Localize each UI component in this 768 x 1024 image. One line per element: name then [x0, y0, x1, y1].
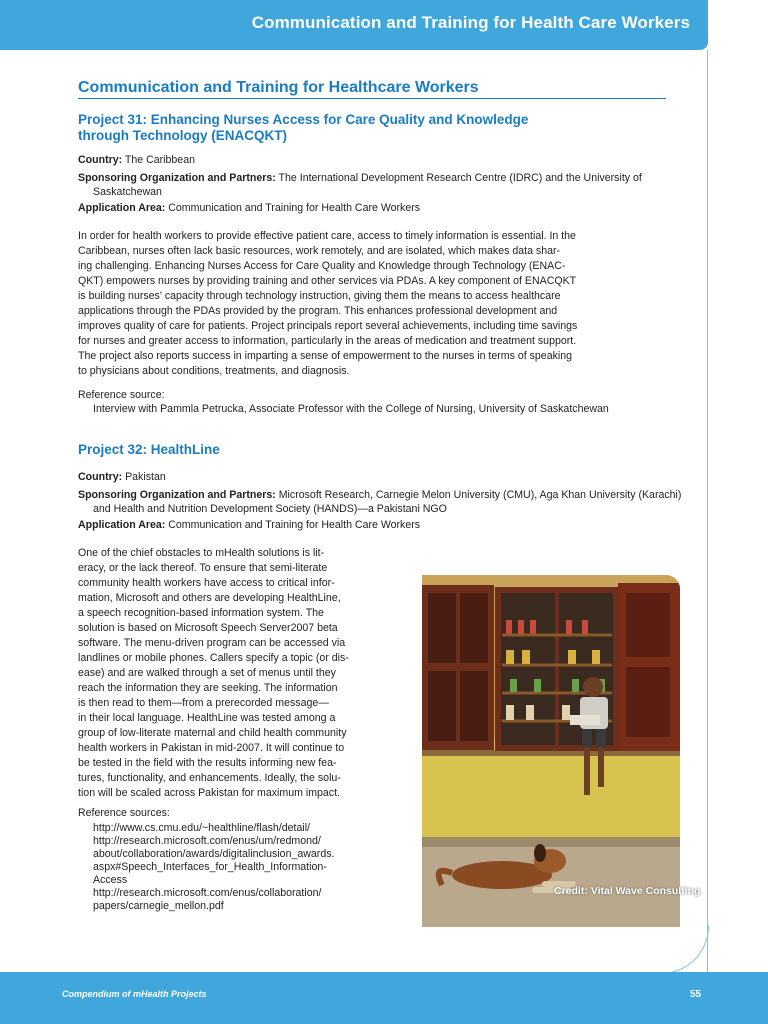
project-31-ref-label: Reference source: [78, 389, 165, 401]
header-bar [0, 0, 708, 50]
header-title: Communication and Training for Health Care Workers [251, 13, 690, 32]
body-line: a speech recognition-based information system. The [78, 607, 324, 619]
body-line: in their local language. HealthLine was tested among a [78, 712, 336, 724]
body-line: The project also reports success in imparting a sense of empowerment to the nurses in terms of speaking [78, 350, 573, 362]
body-line: for nurses and greater access to information, particularly in the areas of medication and treatment support. [78, 335, 577, 347]
body-line: health workers in Pakistan in mid-2007. It will continue to [78, 742, 345, 754]
body-line: group of low-literate maternal and child health community [78, 727, 347, 739]
body-line: applications through the PDAs provided by the program. This enhances professional development and [78, 305, 558, 317]
reference-link[interactable]: Access [93, 874, 128, 886]
body-line: Caribbean, nurses often lack basic resources, work remotely, and are isolated, which makes data shar- [78, 245, 561, 257]
body-line: QKT) empowers nurses by providing training and other services via PDAs. A key component of ENACQKT [78, 275, 577, 287]
body-line: landlines or mobile phones. Callers specify a topic (or dis- [78, 652, 349, 664]
body-line: mation, Microsoft and others are developing HealthLine, [78, 592, 341, 604]
shop-photo-art [422, 575, 680, 927]
project-31-title-line: through Technology (ENACQKT) [78, 128, 287, 143]
body-line: is building nurses' capacity through technology instruction, giving them the means to access healthcare [78, 290, 561, 302]
reference-link[interactable]: http://research.microsoft.com/enus/collaboration/ [93, 887, 322, 899]
area-label: Application Area: [78, 202, 166, 214]
body-line: One of the chief obstacles to mHealth solutions is lit- [78, 547, 325, 559]
sponsor-label: Sponsoring Organization and Partners: [78, 172, 276, 184]
reference-link[interactable]: about/collaboration/awards/digitalinclusion_awards. [93, 848, 335, 860]
body-line: to physicians about conditions, treatments, and diagnosis. [78, 365, 350, 377]
body-line: improves quality of care for patients. Project principals report several achievements, including time savings [78, 320, 578, 332]
project-32-title: Project 32: HealthLine [78, 442, 220, 457]
project-32-body [78, 546, 388, 801]
body-line: eracy, or the lack thereof. To ensure that semi-literate [78, 562, 328, 574]
area-label: Application Area: [78, 519, 166, 531]
body-line: software. The menu-driven program can be accessed via [78, 637, 346, 649]
project-32-country [78, 470, 693, 484]
project-31-area [78, 201, 693, 215]
reference-link[interactable]: aspx#Speech_Interfaces_for_Health_Information- [93, 861, 327, 873]
project-31-body [78, 229, 663, 379]
page-number: 55 [690, 989, 702, 1000]
body-line: is then read to them—from a prerecorded message— [78, 697, 329, 709]
margin-curve [660, 925, 709, 974]
shop-photo [422, 575, 680, 927]
body-line: ease) and are walked through a set of menus until they [78, 667, 336, 679]
section-title: Communication and Training for Healthcare Workers [78, 79, 666, 99]
country-label: Country: [78, 154, 123, 166]
reference-link[interactable]: papers/carnegie_mellon.pdf [93, 900, 224, 912]
sponsor-value: The International Development Research Centre (IDRC) and the University of Saskatchewan [93, 172, 642, 198]
project-31-title [78, 112, 528, 144]
body-line: tion will be scaled across Pakistan for maximum impact. [78, 787, 340, 799]
margin-rule [707, 50, 708, 975]
body-line: be tested in the field with the results informing new fea- [78, 757, 337, 769]
footer-bar [0, 972, 768, 1024]
project-32-ref-label: Reference sources: [78, 807, 170, 819]
body-line: ing challenging. Enhancing Nurses Access for Care Quality and Knowledge through Technology (ENAC- [78, 260, 566, 272]
area-value: Communication and Training for Health Care Workers [168, 519, 421, 531]
country-value: The Caribbean [124, 154, 195, 166]
project-32-refs [93, 822, 403, 913]
country-value: Pakistan [125, 471, 166, 483]
project-31-sponsor [78, 171, 693, 199]
photo-credit: Credit: Vital Wave Consulting [554, 885, 701, 897]
project-32-sponsor [78, 488, 693, 516]
body-line: tures, functionality, and enhancements. Ideally, the solu- [78, 772, 341, 784]
footer-publication: Compendium of mHealth Projects [62, 989, 207, 999]
body-line: solution is based on Microsoft Speech Server2007 beta [78, 622, 338, 634]
sponsor-label: Sponsoring Organization and Partners: [78, 489, 276, 501]
body-line: community health workers have access to critical infor- [78, 577, 335, 589]
project-31-title-line: Project 31: Enhancing Nurses Access for Care Quality and Knowledge [78, 112, 529, 127]
reference-link[interactable]: http://research.microsoft.com/enus/um/redmond/ [93, 835, 321, 847]
project-31-ref: Interview with Pammla Petrucka, Associate Professor with the College of Nursing, University of Saskatchewan [93, 403, 609, 415]
sponsor-value: Microsoft Research, Carnegie Melon University (CMU), Aga Khan University (Karachi) and Health and Nutrition Development Society (HANDS)—a Pakistani NGO [93, 489, 682, 515]
project-32-area [78, 518, 693, 532]
body-line: In order for health workers to provide effective patient care, access to timely information is essential. In the [78, 230, 576, 242]
country-label: Country: [78, 471, 123, 483]
reference-link[interactable]: http://www.cs.cmu.edu/~healthline/flash/detail/ [93, 822, 310, 834]
body-line: reach the information they are seeking. The information [78, 682, 338, 694]
project-31-country [78, 153, 693, 167]
area-value: Communication and Training for Health Care Workers [168, 202, 421, 214]
